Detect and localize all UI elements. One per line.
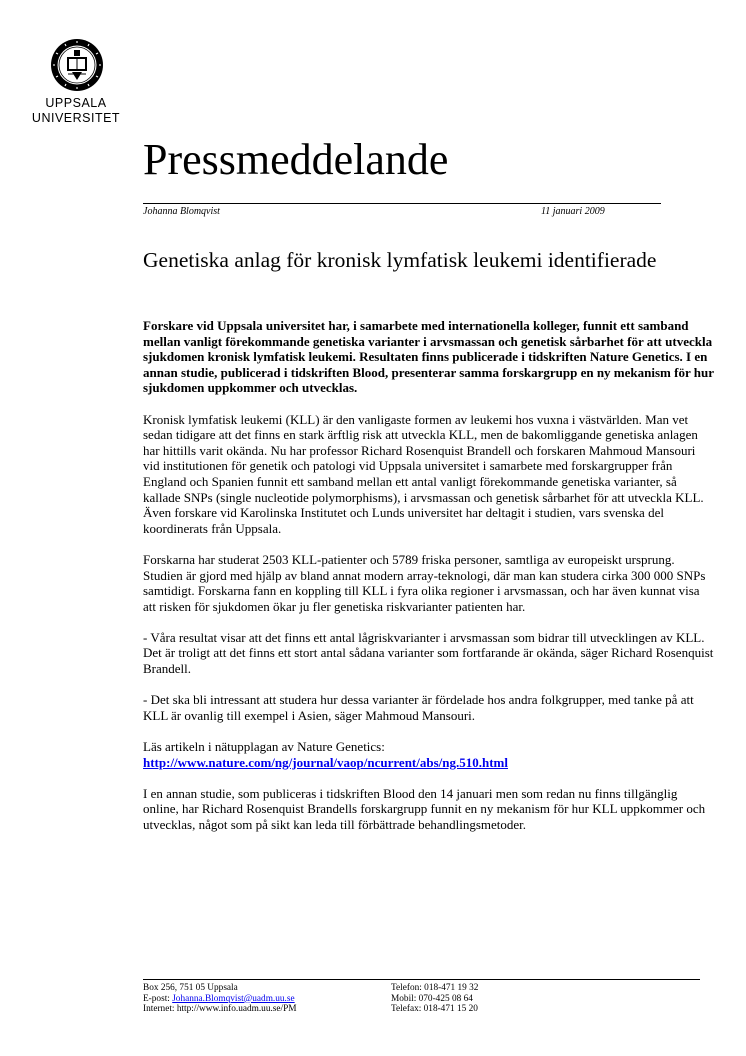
body-paragraph-1: Kronisk lymfatisk leukemi (KLL) är den vanligaste formen av leukemi hos vuxna i västvärlden. Man vet sedan tidigare att det finns en stark ärftlig risk att utveckla KLL, men de bakomliggande genetiska anlagen har hittills varit okända. Nu har professor Richard Rosenquist Brandell och forskaren Mahmoud Mansouri vid institutionen för genetik och patologi vid Uppsala universitet i samarbete med forskargrupper från England och Spanien funnit ett samband mellan ett antal vanligt förekommande genetiska varianter, så kallade SNPs (single nucleotide polymorphisms), i arvsmassan och genetisk sårbarhet för att utveckla KLL. Även forskare vid Karolinska Institutet och Lunds universitet har deltagit i studien, vars svenska del koordinerats från Uppsala. [143,411,704,536]
header-divider [143,203,661,204]
footer-mobile: Mobil: 070-425 08 64 [391,993,473,1004]
link-paragraph [143,739,715,770]
release-date: 11 januari 2009 [541,206,605,217]
university-seal-icon [50,38,104,92]
body-paragraph-last: I en annan studie, som publiceras i tidskriften Blood den 14 januari men som redan nu finns tillgänglig online, har Richard Rosenquist Brandells forskargrupp funnit en ny mekanism för hur KLL uppkommer och utvecklas, något som på sikt kan leda till förbättrade behandlingsmetoder. [143,785,706,832]
footer-email-label: E-post: [143,993,173,1004]
body-paragraph-2: Forskarna har studerat 2503 KLL-patienter och 5789 friska personer, samtliga av europeiskt ursprung. Studien är gjord med hjälp av bland annat modern array-teknologi, där man kan studera cirka 300 000 SNPs samtidigt. Forskarna fann en koppling till KLL i fyra olika regioner i arvsmassan, och har även kunnat visa att risken för sjukdomen ökar ju fler genetiska riskvarianter patienten har. [143,551,706,614]
document-type-title: Pressmeddelande [143,135,449,184]
footer-internet: Internet: http://www.info.uadm.uu.se/PM [143,1004,297,1014]
footer-contact-left [143,983,297,1015]
footer-divider [143,979,700,980]
article-headline: Genetiska anlag för kronisk lymfatisk leukemi identifierade [143,248,657,272]
author-name: Johanna Blomqvist [143,206,220,217]
quote-paragraph-1: - Våra resultat visar att det finns ett antal lågriskvarianter i arvsmassan som bidrar till utvecklingen av KLL. Det är troligt att det finns ett stort antal sådana varianter som fortfarande är okända, säger Richard Rosenquist Brandell. [143,629,714,677]
footer-contact-right [391,983,478,1015]
lead-paragraph: Forskare vid Uppsala universitet har, i samarbete med internationella kolleger, funnit ett samband mellan vanligt förekommande genetiska varianter i arvsmassan och genetisk sårbarhet för att utveckla sjukdomen kronisk lymfatisk leukemi. Resultaten finns publicerade i tidskriften Nature Genetics. I en annan studie, publicerad i tidskriften Blood, presenterar samma forskargrupp en ny mekanism för hur sjukdomen uppkommer och utvecklas. [143,318,714,396]
university-name-line1: UPPSALA [45,96,107,110]
link-intro: Läs artikeln i nätupplagan av Nature Genetics: [143,739,385,755]
nature-genetics-link[interactable]: http://www.nature.com/ng/journal/vaop/ncurrent/abs/ng.510.html [143,754,508,770]
footer-email-line [143,994,297,1005]
article-body [143,318,715,848]
footer-email-link[interactable]: Johanna.Blomqvist@uadm.uu.se [172,993,295,1004]
footer-phone: Telefon: 018-471 19 32 [391,983,479,993]
university-name-line2: UNIVERSITET [31,111,121,125]
quote-paragraph-2: - Det ska bli intressant att studera hur dessa varianter är fördelade hos andra folkgrupper, med tanke på att KLL är ovanlig till exempel i Asien, säger Mahmoud Mansouri. [143,692,694,723]
footer-fax: Telefax: 018-471 15 20 [391,1004,478,1014]
university-name [0,96,152,126]
footer-address: Box 256, 751 05 Uppsala [143,983,238,993]
